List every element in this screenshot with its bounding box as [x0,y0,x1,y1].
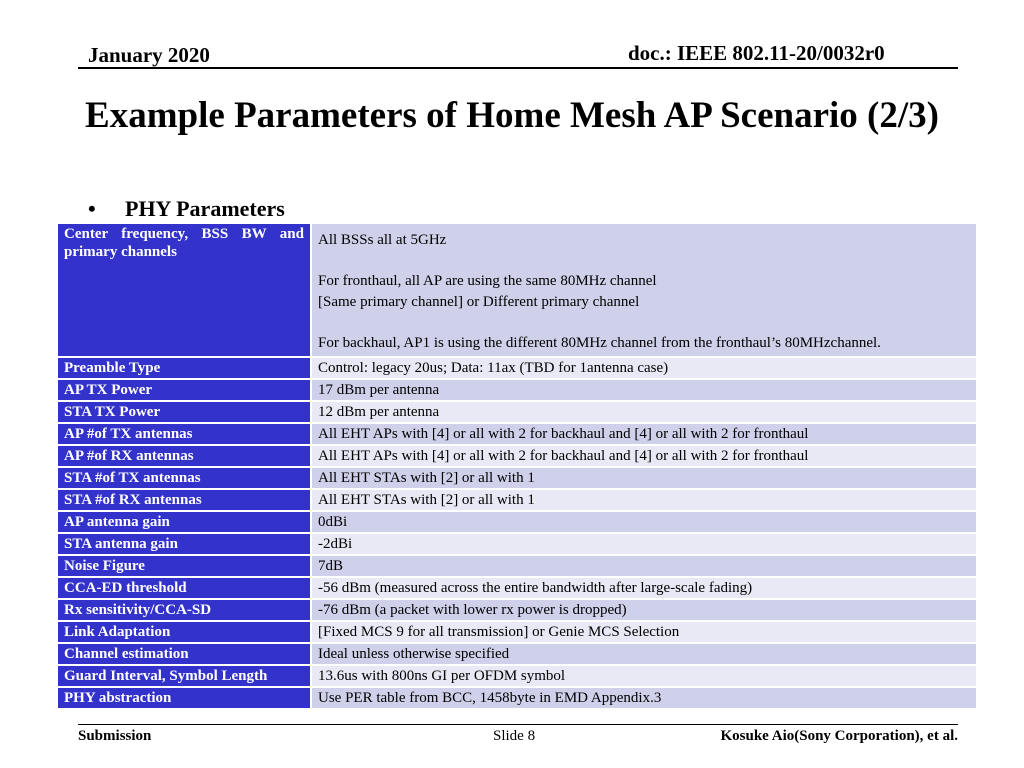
param-value: Use PER table from BCC, 1458byte in EMD Appendix.3 [311,687,977,709]
slide-number: Slide 8 [493,728,536,744]
table-row [57,223,977,357]
slide-title [0,92,1024,140]
table-row [57,379,977,401]
param-name: Guard Interval, Symbol Length [57,665,311,687]
table-row [57,489,977,511]
table-row [57,555,977,577]
param-name: AP #of TX antennas [57,423,311,445]
param-name: CCA-ED threshold [57,577,311,599]
param-value: Control: legacy 20us; Data: 11ax (TBD for 1antenna case) [311,357,977,379]
param-name: Rx sensitivity/CCA-SD [57,599,311,621]
value-line: For backhaul, AP1 is using the different 80MHz channel from the fronthaul’s 80MHzchannel. [318,334,881,351]
param-name: Preamble Type [57,357,311,379]
param-value: -56 dBm (measured across the entire bandwidth after large-scale fading) [311,577,977,599]
table-row [57,467,977,489]
table-row [57,423,977,445]
table-row [57,643,977,665]
param-value: -2dBi [311,533,977,555]
value-line: All BSSs all at 5GHz [318,232,447,248]
phy-parameters-table [56,222,978,710]
param-name: Center frequency, BSS BW and primary channels [57,223,311,357]
table-row [57,511,977,533]
doc-id: doc.: IEEE 802.11-20/0032r0 [628,41,885,65]
param-name: AP TX Power [57,379,311,401]
param-name: Noise Figure [57,555,311,577]
param-name: Link Adaptation [57,621,311,643]
table-row [57,357,977,379]
param-value: 13.6us with 800ns GI per OFDM symbol [311,665,977,687]
value-line: For fronthaul, all AP are using the same 80MHz channel [318,273,657,289]
value-line: [Same primary channel] or Different primary channel [318,293,640,310]
param-value: All EHT APs with [4] or all with 2 for backhaul and [4] or all with 2 for fronthaul [311,423,977,445]
param-name: AP #of RX antennas [57,445,311,467]
param-name: Channel estimation [57,643,311,665]
param-value: -76 dBm (a packet with lower rx power is dropped) [311,599,977,621]
param-value: Ideal unless otherwise specified [311,643,977,665]
table-row [57,577,977,599]
param-name: STA #of TX antennas [57,467,311,489]
table-row [57,599,977,621]
param-value: All EHT APs with [4] or all with 2 for backhaul and [4] or all with 2 for fronthaul [311,445,977,467]
date: January 2020 [88,43,210,67]
footer-submission: Submission [78,728,152,744]
footer-authors: Kosuke Aio(Sony Corporation), et al. [720,728,958,744]
param-value: All EHT STAs with [2] or all with 1 [311,467,977,489]
title-text: Example Parameters of Home Mesh AP Scenario (2/3) [85,95,939,136]
table-row [57,621,977,643]
bullet-icon: • [88,196,96,221]
param-name: AP antenna gain [57,511,311,533]
param-name: PHY abstraction [57,687,311,709]
table-row [57,533,977,555]
param-value: 12 dBm per antenna [311,401,977,423]
bullet-text: PHY Parameters [125,196,285,221]
param-value [311,223,977,357]
value-line [318,312,970,333]
table-row [57,401,977,423]
param-value: 0dBi [311,511,977,533]
param-name: STA TX Power [57,401,311,423]
param-value: 7dB [311,555,977,577]
header-divider [78,67,958,69]
value-line [318,251,970,272]
table-row [57,445,977,467]
param-name: STA #of RX antennas [57,489,311,511]
footer-divider [78,724,958,725]
param-value: 17 dBm per antenna [311,379,977,401]
table-row [57,665,977,687]
param-value: [Fixed MCS 9 for all transmission] or Genie MCS Selection [311,621,977,643]
param-value: All EHT STAs with [2] or all with 1 [311,489,977,511]
bullet-item [88,196,285,222]
table-row [57,687,977,709]
param-name: STA antenna gain [57,533,311,555]
